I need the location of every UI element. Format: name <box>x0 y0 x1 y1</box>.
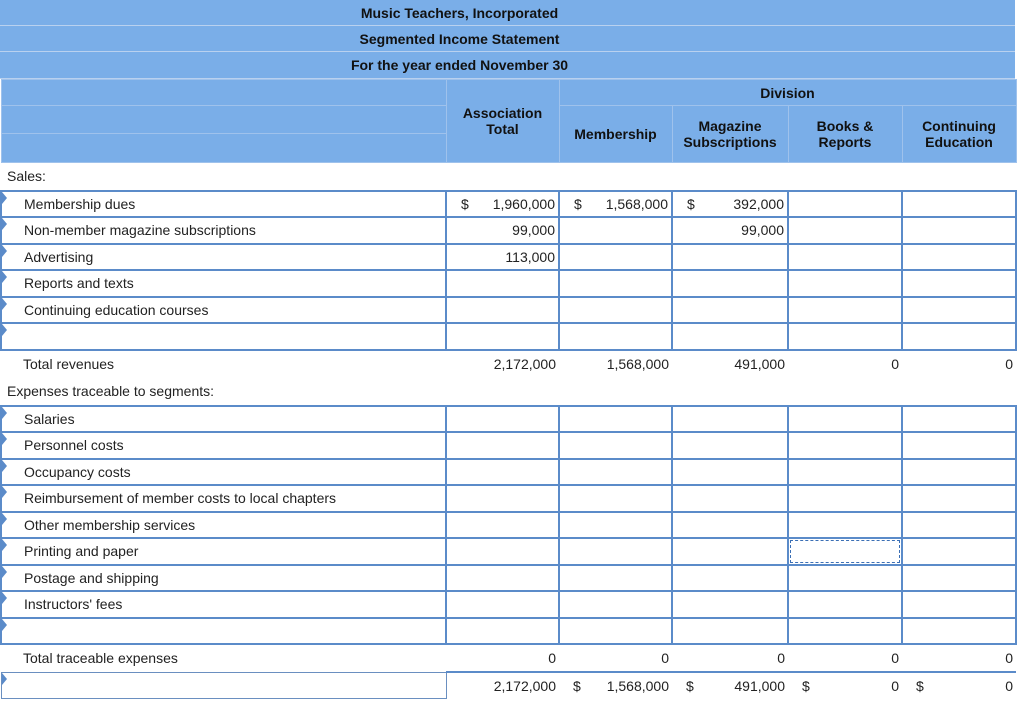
total-revenues-value: 0 <box>1005 356 1013 372</box>
amount-input[interactable] <box>902 244 1016 271</box>
sales-row-label[interactable]: Membership dues <box>1 191 446 218</box>
dollar-sign: $ <box>802 677 810 694</box>
segment-margin-label-input[interactable] <box>1 672 446 698</box>
amount-input[interactable] <box>559 217 672 244</box>
amount-input[interactable] <box>446 432 559 459</box>
amount-input[interactable] <box>672 270 788 297</box>
col-header-continuing: Continuing Education <box>902 106 1016 163</box>
expense-row-label[interactable]: Occupancy costs <box>1 459 446 486</box>
sales-row-label[interactable]: Advertising <box>1 244 446 271</box>
expense-row <box>1 591 1016 618</box>
amount-input[interactable] <box>672 432 788 459</box>
total-expenses-label: Total traceable expenses <box>23 650 178 667</box>
amount-input[interactable] <box>559 565 672 592</box>
total-revenues-row <box>1 350 1016 378</box>
amount-input[interactable] <box>446 323 559 350</box>
sales-row <box>1 191 1016 218</box>
sales-row-label[interactable]: Non-member magazine subscriptions <box>1 217 446 244</box>
amount-input[interactable] <box>559 538 672 565</box>
amount-input[interactable] <box>672 323 788 350</box>
amount-input[interactable] <box>446 297 559 324</box>
amount-input[interactable] <box>446 591 559 618</box>
amount-input[interactable] <box>446 485 559 512</box>
sales-row-label[interactable]: Reports and texts <box>1 270 446 297</box>
amount-input[interactable] <box>788 565 902 592</box>
amount-input[interactable]: $ 1,960,000 <box>446 191 559 218</box>
amount-input[interactable] <box>902 406 1016 433</box>
amount-input[interactable] <box>788 459 902 486</box>
amount-input[interactable] <box>902 217 1016 244</box>
expenses-section-label: Expenses traceable to segments: <box>7 383 215 399</box>
final-value: 2,172,000 <box>446 672 559 698</box>
amount-input[interactable] <box>788 406 902 433</box>
dollar-sign: $ <box>687 195 695 212</box>
amount-input[interactable]: 99,000 <box>446 217 559 244</box>
col-header-books: Books & Reports <box>788 106 902 163</box>
amount-input[interactable]: 113,000 <box>446 244 559 271</box>
amount-input[interactable] <box>672 406 788 433</box>
total-revenues-value: 0 <box>891 356 899 372</box>
amount-input[interactable] <box>672 618 788 645</box>
col-header-membership: Membership <box>559 106 672 163</box>
final-value: $ 0 <box>788 672 902 698</box>
amount-input[interactable] <box>788 270 902 297</box>
expense-row-label[interactable]: Personnel costs <box>1 432 446 459</box>
expense-row <box>1 512 1016 539</box>
amount-input[interactable] <box>672 485 788 512</box>
amount-input[interactable] <box>902 538 1016 565</box>
amount-input[interactable] <box>672 244 788 271</box>
amount-input[interactable] <box>559 323 672 350</box>
expense-row <box>1 459 1016 486</box>
amount-input[interactable] <box>446 512 559 539</box>
expense-row-label[interactable]: Other membership services <box>1 512 446 539</box>
amount-input[interactable] <box>788 512 902 539</box>
amount-input[interactable] <box>788 323 902 350</box>
amount-input[interactable] <box>902 270 1016 297</box>
amount-input[interactable] <box>446 270 559 297</box>
col-header-association-total: Association Total <box>446 80 559 163</box>
blank-header <box>1 80 446 106</box>
amount-input[interactable] <box>559 459 672 486</box>
amount-input[interactable]: $ 392,000 <box>672 191 788 218</box>
amount-input[interactable] <box>559 618 672 645</box>
amount-input[interactable] <box>559 244 672 271</box>
amount-input[interactable] <box>559 406 672 433</box>
amount-input[interactable] <box>902 432 1016 459</box>
amount-input[interactable] <box>672 565 788 592</box>
expense-row-label[interactable]: Printing and paper <box>1 538 446 565</box>
expense-row <box>1 538 1016 565</box>
amount-input[interactable] <box>902 565 1016 592</box>
sales-row-label[interactable]: Continuing education courses <box>1 297 446 324</box>
amount-input[interactable] <box>902 485 1016 512</box>
amount-input[interactable] <box>788 485 902 512</box>
amount-input[interactable] <box>902 591 1016 618</box>
amount-input[interactable] <box>446 538 559 565</box>
col-header-magazine: Magazine Subscriptions <box>672 106 788 163</box>
amount-input[interactable] <box>902 191 1016 218</box>
amount-input[interactable] <box>788 244 902 271</box>
expense-row-label[interactable] <box>1 618 446 645</box>
sales-row <box>1 217 1016 244</box>
statement-title: Segmented Income Statement <box>0 26 1015 52</box>
period-title: For the year ended November 30 <box>0 52 1015 79</box>
total-expenses-value: 0 <box>891 650 899 666</box>
total-expenses-value: 0 <box>548 650 556 666</box>
amount-input[interactable] <box>788 217 902 244</box>
expense-row <box>1 485 1016 512</box>
income-statement-table <box>0 79 1017 699</box>
amount-input[interactable] <box>788 538 902 565</box>
expense-row-label[interactable]: Instructors' fees <box>1 591 446 618</box>
expense-row-label[interactable]: Reimbursement of member costs to local chapters <box>1 485 446 512</box>
amount-input[interactable] <box>559 485 672 512</box>
amount-input[interactable] <box>672 538 788 565</box>
total-revenues-label: Total revenues <box>23 356 115 372</box>
sales-row <box>1 270 1016 297</box>
final-value: $ 1,568,000 <box>559 672 672 698</box>
amount-input[interactable] <box>902 512 1016 539</box>
amount-input[interactable] <box>446 459 559 486</box>
amount-input[interactable] <box>672 512 788 539</box>
dollar-sign: $ <box>574 195 582 212</box>
final-value: $ 0 <box>902 672 1016 698</box>
sales-row-label[interactable] <box>1 323 446 350</box>
amount-input[interactable] <box>788 297 902 324</box>
sales-row <box>1 297 1016 324</box>
amount-input[interactable]: $ 1,568,000 <box>559 191 672 218</box>
sales-row <box>1 323 1016 350</box>
total-revenues-value: 491,000 <box>734 356 785 372</box>
total-revenues-value: 2,172,000 <box>493 356 556 372</box>
amount-input[interactable] <box>559 512 672 539</box>
amount-input[interactable] <box>788 618 902 645</box>
amount-input[interactable] <box>672 591 788 618</box>
division-header: Division <box>559 80 1016 106</box>
expense-row-label[interactable]: Postage and shipping <box>1 565 446 592</box>
amount-input[interactable] <box>788 432 902 459</box>
amount-input[interactable] <box>902 323 1016 350</box>
company-title: Music Teachers, Incorporated <box>0 0 1015 26</box>
total-revenues-value: 1,568,000 <box>606 356 669 372</box>
final-value: $ 491,000 <box>672 672 788 698</box>
expense-row <box>1 432 1016 459</box>
amount-input[interactable] <box>902 297 1016 324</box>
amount-input[interactable] <box>788 591 902 618</box>
total-expenses-value: 0 <box>661 650 669 666</box>
dollar-sign: $ <box>461 195 469 212</box>
expense-row <box>1 565 1016 592</box>
amount-input[interactable] <box>446 565 559 592</box>
expense-row <box>1 406 1016 433</box>
amount-input[interactable] <box>788 191 902 218</box>
amount-input[interactable] <box>672 459 788 486</box>
total-expenses-value: 0 <box>1005 650 1013 666</box>
dollar-sign: $ <box>573 677 581 694</box>
segment-margin-row <box>1 672 1016 698</box>
amount-input[interactable] <box>559 270 672 297</box>
amount-input[interactable] <box>559 297 672 324</box>
dollar-sign: $ <box>916 677 924 694</box>
amount-input[interactable] <box>672 297 788 324</box>
amount-input[interactable] <box>446 618 559 645</box>
amount-input[interactable] <box>559 432 672 459</box>
amount-input[interactable] <box>446 406 559 433</box>
amount-input[interactable] <box>559 591 672 618</box>
dollar-sign: $ <box>686 677 694 694</box>
sales-section-label: Sales: <box>7 168 46 185</box>
expense-row-label[interactable]: Salaries <box>1 406 446 433</box>
amount-input[interactable] <box>902 459 1016 486</box>
total-expenses-value: 0 <box>777 650 785 666</box>
amount-input[interactable]: 99,000 <box>672 217 788 244</box>
amount-input[interactable] <box>902 618 1016 645</box>
expense-row <box>1 618 1016 645</box>
total-expenses-row <box>1 644 1016 672</box>
sales-row <box>1 244 1016 271</box>
